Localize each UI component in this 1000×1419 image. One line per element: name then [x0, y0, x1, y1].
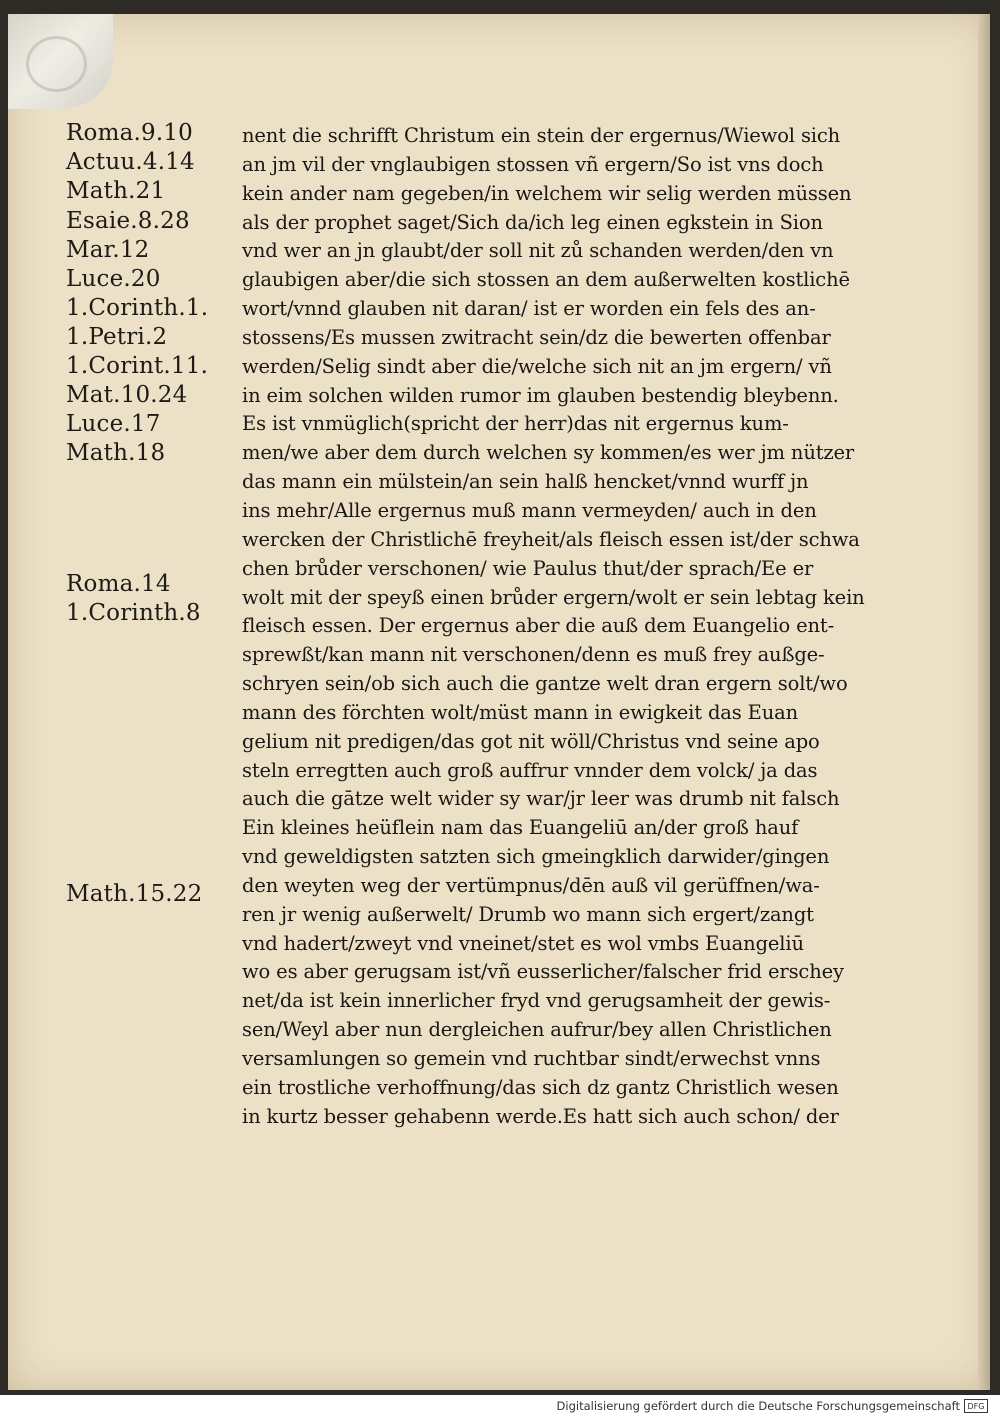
margin-note: Roma.14	[66, 571, 171, 597]
text-line: wo es aber gerugsam ist/vñ eusserlicher/falscher frid erschey	[242, 960, 844, 984]
margin-note: Esaie.8.28	[66, 208, 190, 234]
dfg-logo: DFG	[964, 1399, 988, 1413]
margin-note: Mar.12	[66, 237, 150, 263]
margin-note: Mat.10.24	[66, 382, 188, 408]
text-line: mann des förchten wolt/müst mann in ewigkeit das Euan	[242, 700, 799, 724]
text-line: vnd geweldigsten satzten sich gmeingklich darwider/gingen	[242, 845, 830, 869]
text-line: auch die gātze welt wider sy war/jr leer was drumb nit falsch	[242, 787, 840, 811]
text-line: Es ist vnmüglich(spricht der herr)das nit ergernus kum-	[242, 412, 789, 436]
text-line: vnd hadert/zweyt vnd vneinet/stet es wol vmbs Euangeliū	[242, 931, 804, 955]
text-line: glaubigen aber/die sich stossen an dem außerwelten kostlichē	[242, 268, 850, 292]
margin-note: Luce.17	[66, 411, 161, 437]
margin-note: 1.Corint.11.	[66, 353, 209, 379]
funding-credit: Digitalisierung gefördert durch die Deutsche Forschungsgemeinschaft	[556, 1399, 960, 1413]
text-line: wercken der Christlichē freyheit/als fleisch essen ist/der schwa	[242, 527, 860, 551]
text-line: Ein kleines heüflein nam das Euangeliū an/der groß hauf	[242, 816, 799, 840]
text-line: werden/Selig sindt aber die/welche sich nit an jm ergern/ vñ	[242, 354, 832, 378]
text-line: sen/Weyl aber nun dergleichen aufrur/bey allen Christlichen	[242, 1018, 832, 1042]
text-line: ren jr wenig außerwelt/ Drumb wo mann sich ergert/zangt	[242, 902, 814, 926]
text-line: in eim solchen wilden rumor im glauben bestendig bleybenn.	[242, 383, 839, 407]
text-line: an jm vil der vnglaubigen stossen vñ ergern/So ist vns doch	[242, 152, 824, 176]
margin-note: Math.15.22	[66, 881, 203, 907]
text-line: wolt mit der speyß einen brůder ergern/wolt er sein lebtag kein	[242, 585, 865, 609]
paper-clip-artifact	[8, 14, 113, 109]
footer	[0, 1395, 1000, 1419]
text-line: fleisch essen. Der ergernus aber die auß dem Euangelio ent-	[242, 614, 835, 638]
text-line: men/we aber dem durch welchen sy kommen/es wer jm nützer	[242, 441, 855, 465]
text-line: vnd wer an jn glaubt/der soll nit zů schanden werden/den vn	[242, 239, 834, 263]
margin-note: Luce.20	[66, 266, 161, 292]
text-line: in kurtz besser gehabenn werde.Es hatt sich auch schon/ der	[242, 1104, 839, 1128]
text-line: den weyten weg der vertümpnus/dēn auß vil gerüffnen/wa-	[242, 873, 820, 897]
marginalia	[66, 120, 246, 1120]
text-line: versamlungen so gemein vnd ruchtbar sindt/erwechst vnns	[242, 1047, 821, 1070]
book-page	[8, 14, 990, 1390]
text-line: schryen sein/ob sich auch die gantze welt dran ergern solt/wo	[242, 672, 848, 696]
text-line: das mann ein mülstein/an sein halß hencket/vnnd wurff jn	[242, 470, 809, 494]
margin-note: Actuu.4.14	[66, 149, 195, 175]
margin-note: Roma.9.10	[66, 120, 194, 146]
text-line: chen brůder verschonen/ wie Paulus thut/der sprach/Ee er	[242, 556, 814, 580]
margin-note: 1.Corinth.8	[66, 600, 201, 626]
text-line: net/da ist kein innerlicher fryd vnd gerugsamheit der gewis-	[242, 989, 831, 1013]
text-line: nent die schrifft Christum ein stein der ergernus/Wiewol sich	[242, 124, 841, 147]
margin-note: 1.Corinth.1.	[66, 295, 209, 321]
text-line: ins mehr/Alle ergernus muß mann vermeyden/ auch in den	[242, 498, 817, 522]
text-line: steln erregtten auch groß auffrur vnnder dem volck/ ja das	[242, 758, 818, 782]
main-text	[242, 122, 956, 1132]
text-line: als der prophet saget/Sich da/ich leg einen egkstein in Sion	[242, 210, 823, 234]
page-edge	[978, 14, 990, 1390]
text-line: gelium nit predigen/das got nit wöll/Christus vnd seine apo	[242, 729, 820, 753]
text-line: sprewßt/kan mann nit verschonen/denn es muß frey außge-	[242, 643, 825, 667]
margin-note: 1.Petri.2	[66, 324, 168, 350]
text-line: wort/vnnd glauben nit daran/ ist er worden ein fels des an-	[242, 297, 816, 321]
margin-note: Math.18	[66, 440, 166, 466]
margin-note: Math.21	[66, 178, 166, 204]
text-line: stossens/Es mussen zwitracht sein/dz die bewerten offenbar	[242, 325, 831, 349]
text-line: ein trostliche verhoffnung/das sich dz gantz Christlich wesen	[242, 1075, 839, 1099]
text-line: kein ander nam gegeben/in welchem wir selig werden müssen	[242, 181, 852, 205]
